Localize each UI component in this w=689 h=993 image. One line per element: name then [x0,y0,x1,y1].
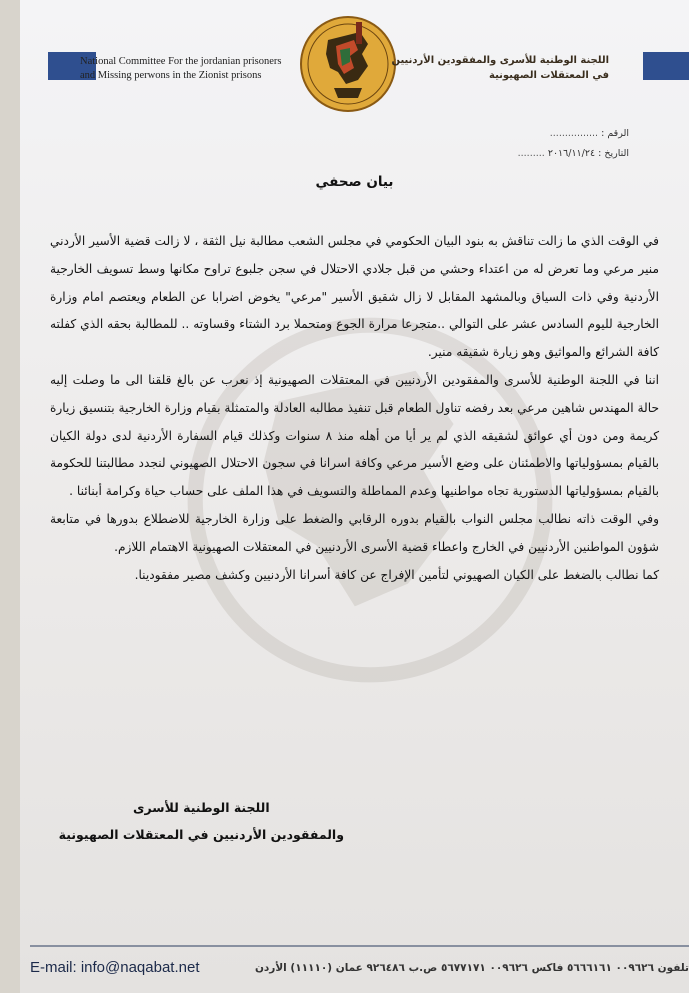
header-arabic-line1: اللجنة الوطنية للأسرى والمفقودين الأردنيين [391,55,609,66]
signature-line2: والمفقودين الأردنيين في المعتقلات الصهيونية [58,827,344,842]
reference-number-row [518,124,629,144]
document-title: بيان صحفي [315,174,394,190]
header-english-line1: National Committee For the jordanian prisoners [80,56,282,67]
reference-date-row [518,144,629,164]
header-arabic [379,53,609,83]
header-arabic-line2: في المعتقلات الصهيونية [489,70,609,81]
body-paragraph-2: اننا في اللجنة الوطنية للأسرى والمفقودين الأردنيين في المعتقلات الصهيونية إذ نعرب عن بالغ قلقنا الى ما وصلت إليه حالة المهندس شاهين مرعي بعد رفضه تناول الطعام قبل تنفيذ مطالبه العادلة والمتمثلة بقيام وزارة الخارجية بتنسيق زيارة كريمة ومن دون أي عوائق لشقيقه الذي لم ير أيا من أهله منذ ٨ سنوات وكذلك قيام السفارة الأردنية لدى دولة الكيان بالقيام بمسؤولياتها والاطمئنان على وضع الأسير مرعي وكافة اسرانا في سجون الاحتلال الصهيوني لنجدد مطالبتنا للحكومة بالقيام بمسؤولياتها الدستورية تجاه مواطنيها وعدم المماطلة والتسويف في هذا الملف على حساب حياة وكرامة أبنائنا . [50,372,659,499]
reference-date-label: التاريخ : [598,148,629,159]
header-english [80,55,320,83]
footer-contact: تلفون ٠٠٩٦٢٦ ٥٦٦٦١٦١ فاكس ٠٠٩٦٢٦ ٥٦٧٧١٧١ ص.ب ٩٢٦٤٨٦ عمان (١١١١٠) الأردن [254,962,689,974]
header-english-line2: and Missing perwons in the Zionist prisons [80,70,262,81]
signature-block [59,794,344,848]
body-paragraph-1: في الوقت الذي ما زالت تناقش به بنود البيان الحكومي في مجلس الشعب مطالبة نيل الثقة ، لا زالت قضية الأسير الأردني منير مرعي وما تعرض له من اعتداء وحشي من قبل جلادي الاحتلال في سجن جلبوع تراوح مكانها وسط تسويف الخارجية الأردنية وفي ذات السياق وبالمشهد المقابل لا زال شقيق الأسير "مرعي" يخوض اضرابا عن الطعام ويعتصم امام وزارة الخارجية لليوم السادس عشر على التوالي ..متجرعا مرارة الجوع ومتحملا برد الشتاء وقساوته .. للمطالبة بحقه الذي كفلته كافة الشرائع والمواثيق وهو زيارة شقيقه منير. [50,234,659,360]
reference-number-dots: ................ [549,128,599,139]
body-paragraph-3: وفي الوقت ذاته نطالب مجلس النواب بالقيام بدوره الرقابي والضغط على وزارة الخارجية للاضطلاع بدورها في متابعة شؤون المواطنين الأردنيين في الخارج واعطاء قضية الأسرى الأردنيين في المعتقلات الصهيونية الاهتمام اللازم. [50,511,659,554]
header-bar-right [643,52,689,80]
reference-date-dots: ......... [517,148,545,159]
footer-email[interactable]: E-mail: info@naqabat.net [30,959,200,976]
document-body [50,228,659,589]
footer [20,955,689,985]
reference-date-value: ٢٠١٦/١١/٢٤ [547,148,596,159]
reference-number-label: الرقم : [601,128,629,139]
signature-line1: اللجنة الوطنية للأسرى [133,800,270,815]
reference-block [518,124,629,164]
body-paragraph-4: كما نطالب بالضغط على الكيان الصهيوني لتأمين الإفراج عن كافة أسرانا الأردنيين وكشف مصير مفقودينا. [134,567,659,582]
letter-page [20,0,689,993]
footer-divider [30,945,689,947]
